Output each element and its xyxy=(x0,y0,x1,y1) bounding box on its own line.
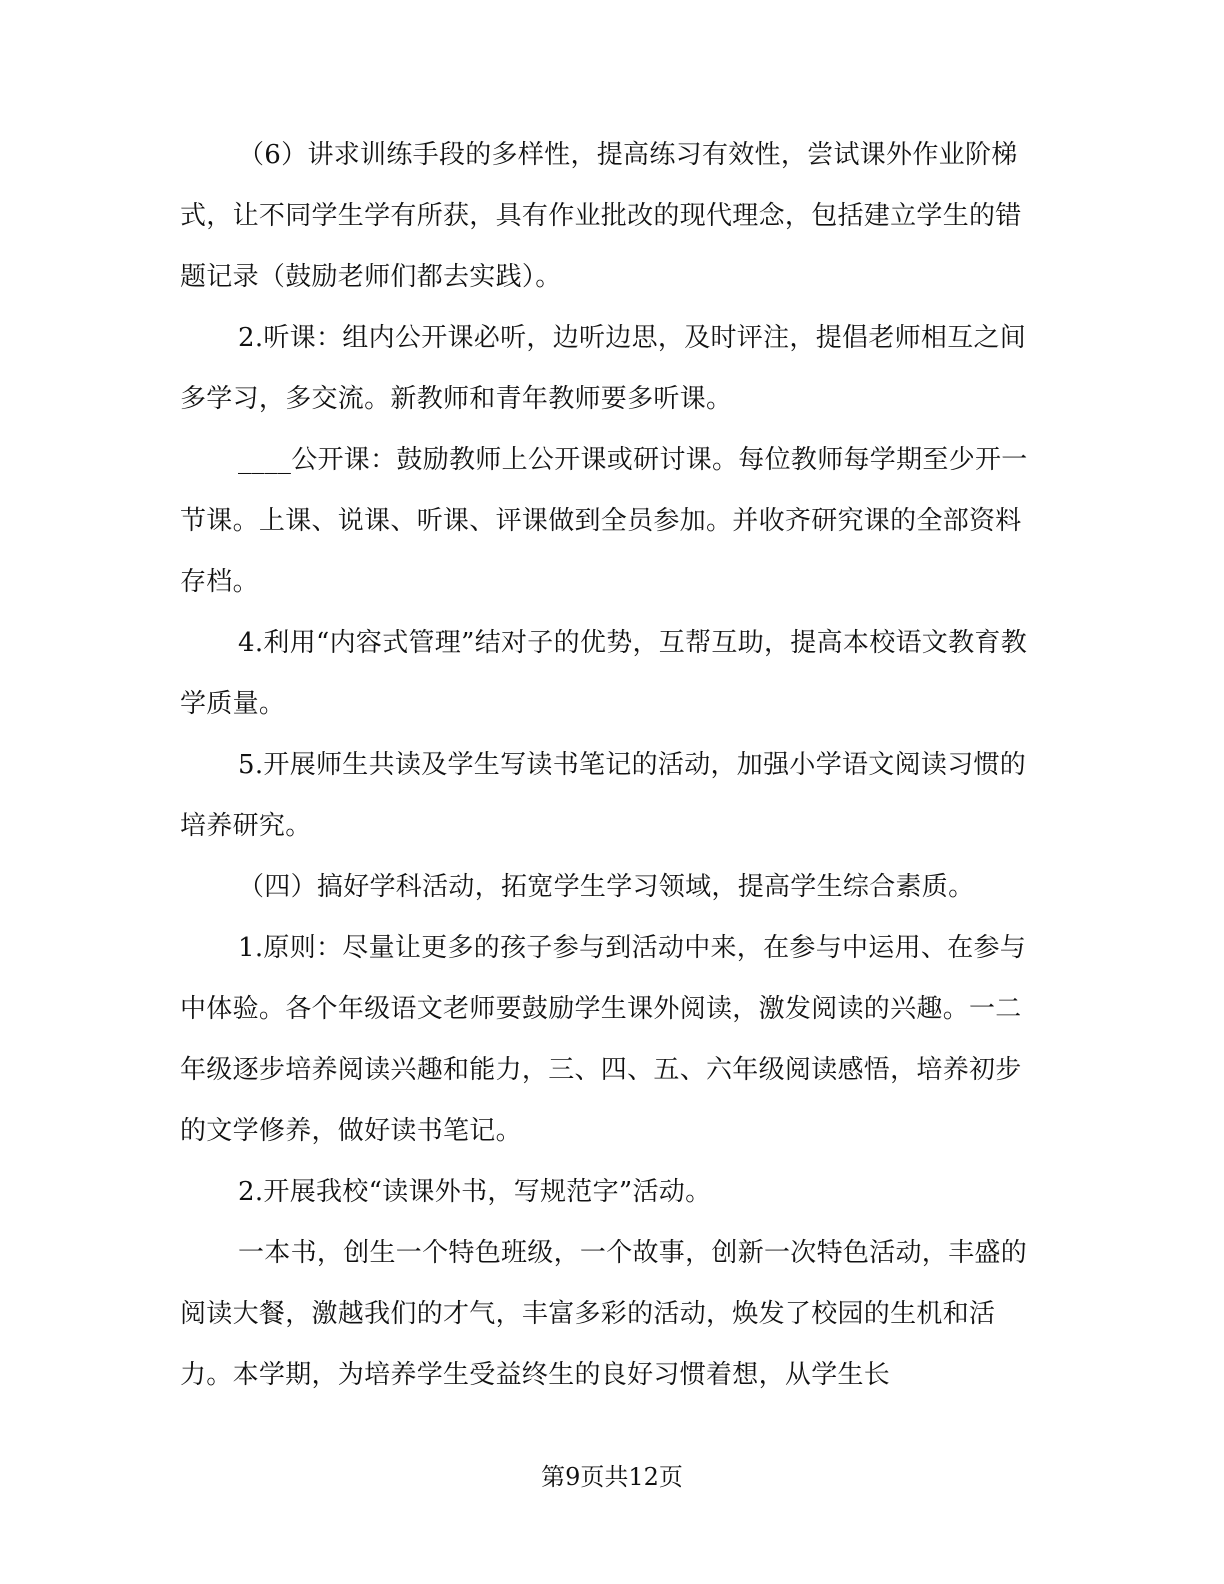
paragraph-training-methods: （6）讲求训练手段的多样性，提高练习有效性，尝试课外作业阶梯式，让不同学生学有所获，具有作业批改的现代理念，包括建立学生的错题记录（鼓励老师们都去实践）。 xyxy=(180,140,1022,292)
paragraph-lesson-observation: 2.听课：组内公开课必听，边听边思，及时评注，提倡老师相互之间多学习，多交流。新教师和青年教师要多听课。 xyxy=(180,323,1027,414)
paragraph-section-four-heading: （四）搞好学科活动，拓宽学生学习领域，提高学生综合素质。 xyxy=(238,872,975,902)
paragraph-principle: 1.原则：尽量让更多的孩子参与到活动中来，在参与中运用、在参与中体验。各个年级语文老师要鼓励学生课外阅读，激发阅读的兴趣。一二年级逐步培养阅读兴趣和能力，三、四、五、六年级阅读感悟，培养初步的文学修养，做好读书笔记。 xyxy=(180,933,1027,1146)
document-body xyxy=(180,125,1040,1406)
paragraph-reading-activity: 2.开展我校“读课外书，写规范字”活动。 xyxy=(238,1177,712,1207)
paragraph-one-book: 一本书，创生一个特色班级，一个故事，创新一次特色活动，丰盛的阅读大餐，激越我们的才气，丰富多彩的活动，焕发了校园的生机和活力。本学期，为培养学生受益终生的良好习惯着想，从学生长 xyxy=(180,1238,1028,1390)
paragraph-open-class: ____公开课：鼓励教师上公开课或研讨课。每位教师每学期至少开一节课。上课、说课、听课、评课做到全员参加。并收齐研究课的全部资料存档。 xyxy=(180,445,1028,597)
paragraph-shared-reading: 5.开展师生共读及学生写读书笔记的活动，加强小学语文阅读习惯的培养研究。 xyxy=(180,750,1027,841)
paragraph-pairing: 4.利用“内容式管理”结对子的优势，互帮互助，提高本校语文教育教学质量。 xyxy=(180,628,1027,719)
page-number: 第9页共12页 xyxy=(541,1463,683,1491)
